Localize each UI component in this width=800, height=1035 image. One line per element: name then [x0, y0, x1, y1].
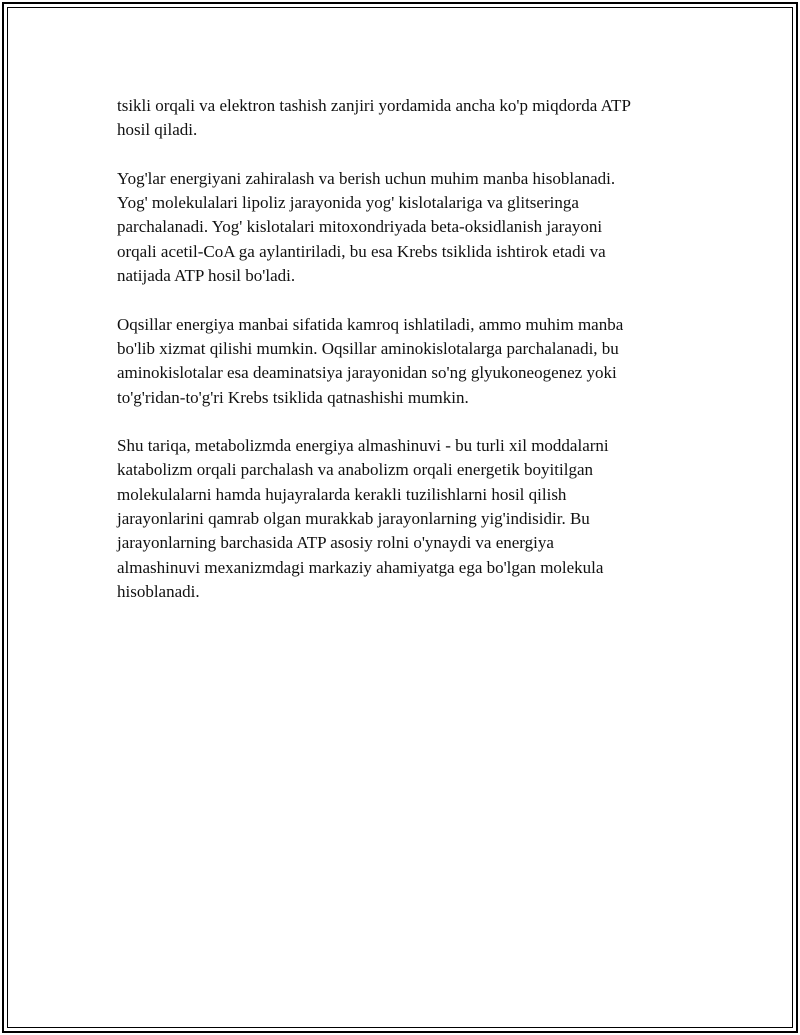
document-body: [117, 94, 687, 629]
paragraph-proteins: Oqsillar energiya manbai sifatida kamroq ishlatiladi, ammo muhim manba bo'lib xizmat qilishi mumkin. Oqsillar aminokislotalarga parchalanadi, bu aminokislotalar esa deaminatsiya jarayonidan so'ng glyukoneogenez yoki to'g'ridan-to'g'ri Krebs tsiklida qatnashishi mumkin.: [117, 314, 624, 407]
paragraph-fats: Yog'lar energiyani zahiralash va berish uchun muhim manba hisoblanadi. Yog' molekulalari lipoliz jarayonida yog' kislotalariga va glitseringa parchalanadi. Yog' kislotalari mitoxondriyada beta-oksidlanish jarayoni orqali acetil-CoA ga aylantiriladi, bu esa Krebs tsiklida ishtirok etadi va natijada ATP hosil bo'ladi.: [117, 168, 616, 286]
paragraph-atp-krebs: tsikli orqali va elektron tashish zanjiri yordamida ancha ko'p miqdorda ATP hosil qiladi.: [117, 96, 631, 140]
paragraph-conclusion: Shu tariqa, metabolizmda energiya almashinuvi - bu turli xil moddalarni katabolizm orqali parchalash va anabolizm orqali energetik boyitilgan molekulalarni hamda hujayralarda kerakli tuzilishlarni hosil qilish jarayonlarini qamrab olgan murakkab jarayonlarning yig'indisidir. Bu jarayonlarning barchasida ATP asosiy rolni o'ynaydi va energiya almashinuvi mexanizmdagi markaziy ahamiyatga ega bo'lgan molekula hisoblanadi.: [117, 436, 609, 601]
